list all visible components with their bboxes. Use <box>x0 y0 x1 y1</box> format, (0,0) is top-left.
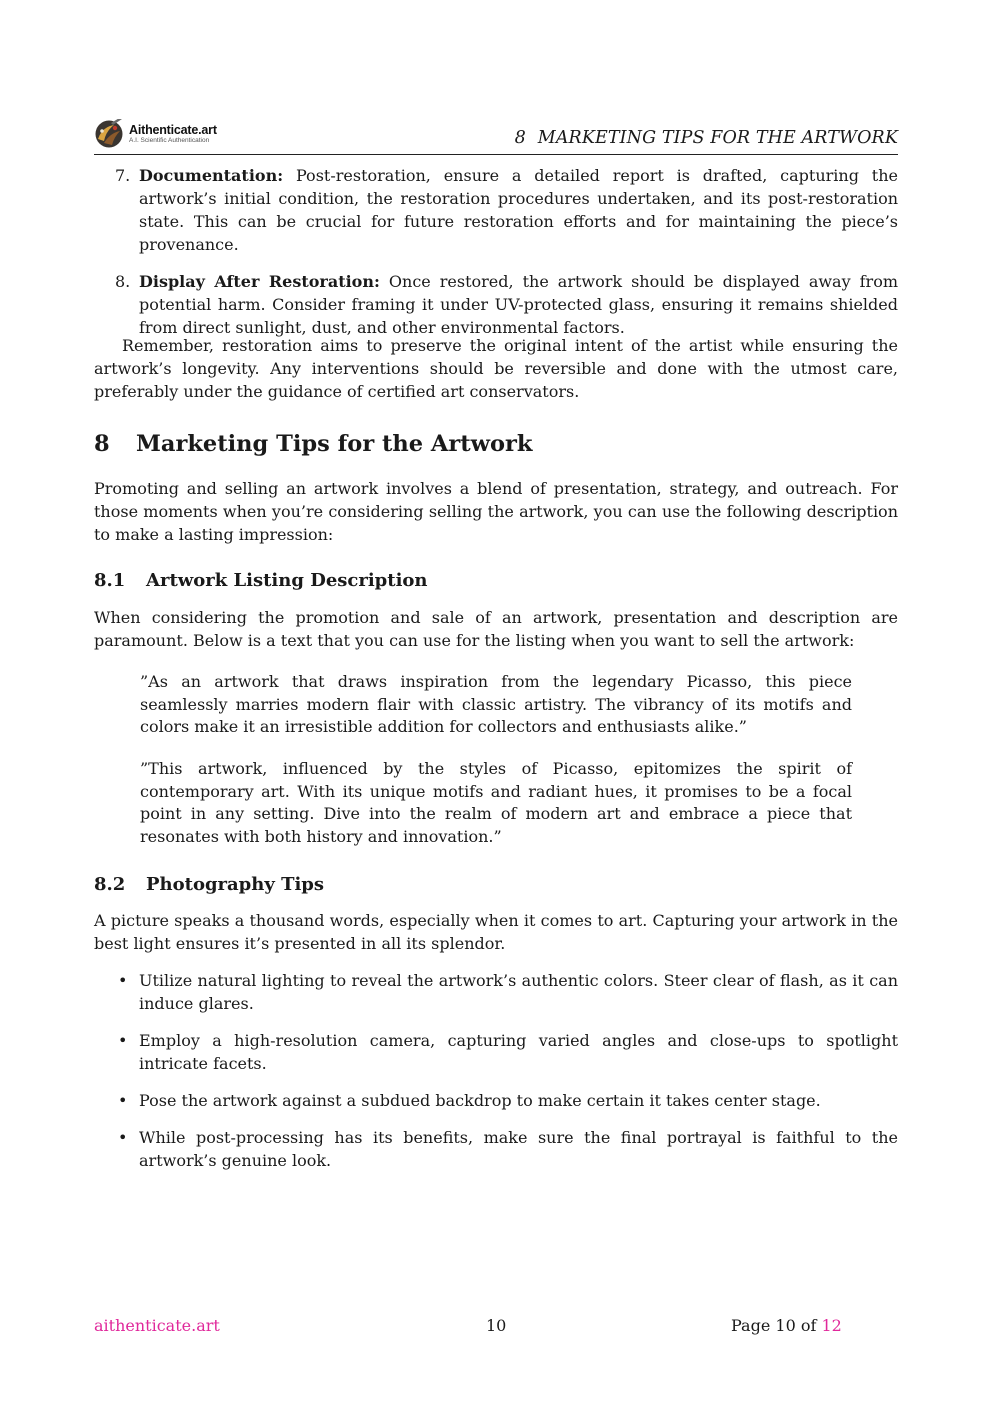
subsection-number: 8.2 <box>94 874 126 895</box>
section-heading <box>94 431 532 457</box>
page-header <box>94 118 898 155</box>
listing-quote: ”This artwork, influenced by the styles of Picasso, epitomizes the spirit of contemporary art. With its unique motifs and radiant hues, it promises to be a focal point in any setting. Dive into the realm of modern art and embrace a piece that resonates with both history and innovation.” <box>140 759 852 846</box>
subsection-heading <box>94 570 428 591</box>
bullet-icon: • <box>118 1091 128 1110</box>
palette-logo-icon <box>94 119 124 149</box>
footer-page-number: 10 <box>486 1316 507 1335</box>
photography-intro-paragraph: A picture speaks a thousand words, especially when it comes to art. Capturing your artwork in the best light ensures it’s presented in all its splendor. <box>94 911 898 953</box>
list-item <box>94 164 898 256</box>
list-item-text: Pose the artwork against a subdued backdrop to make certain it takes center stage. <box>139 1091 821 1110</box>
logo-name: Aithenticate.art <box>129 122 217 137</box>
running-header-number: 8 <box>514 128 526 148</box>
restoration-list <box>94 164 898 339</box>
document-page <box>94 0 898 1404</box>
subsection-heading <box>94 874 324 895</box>
list-item-text: While post-processing has its benefits, make sure the final portrayal is faithful to the artwork’s genuine look. <box>139 1128 898 1170</box>
footer-site-link[interactable]: aithenticate.art <box>94 1316 220 1335</box>
bullet-icon: • <box>118 1031 128 1050</box>
subsection-number: 8.1 <box>94 570 126 591</box>
subsection-title: Artwork Listing Description <box>146 570 428 591</box>
list-item-title: Display After Restoration: <box>139 272 380 291</box>
list-item <box>94 1029 898 1075</box>
section-intro-paragraph: Promoting and selling an artwork involves a blend of presentation, strategy, and outreach. For those moments when you’re considering selling the artwork, you can use the following description to make a lasting impression: <box>94 479 898 544</box>
list-item <box>94 270 898 339</box>
listing-quote: ”As an artwork that draws inspiration from the legendary Picasso, this piece seamlessly marries modern flair with classic artistry. The vibrancy of its motifs and colors make it an irresistible addition for collectors and enthusiasts alike.” <box>140 672 852 736</box>
bullet-icon: • <box>118 971 128 990</box>
photography-tips-list <box>94 969 898 1172</box>
brand-logo <box>94 119 217 149</box>
logo-tagline: A.I. Scientific Authentication <box>129 137 210 144</box>
list-item <box>94 969 898 1015</box>
list-item-text: Post-restoration, ensure a detailed report is drafted, capturing the artwork’s initial condition, the restoration procedures undertaken, and its post-restoration state. This can be crucial for future restoration efforts and for maintaining the piece’s provenance. <box>139 166 898 254</box>
section-title: Marketing Tips for the Artwork <box>136 431 533 457</box>
footer-page-of <box>731 1316 842 1335</box>
footer-page-total-link[interactable]: 12 <box>821 1316 842 1335</box>
list-item-text: Utilize natural lighting to reveal the artwork’s authentic colors. Steer clear of flash, as it can induce glares. <box>139 971 898 1013</box>
list-item-title: Documentation: <box>139 166 284 185</box>
running-header-title: MARKETING TIPS FOR THE ARTWORK <box>537 128 898 148</box>
bullet-icon: • <box>118 1128 128 1147</box>
running-header <box>515 128 898 148</box>
list-item <box>94 1089 898 1112</box>
section-number: 8 <box>94 431 110 457</box>
listing-intro-paragraph: When considering the promotion and sale of an artwork, presentation and description are paramount. Below is a text that you can use for the listing when you want to sell the artwork: <box>94 608 898 650</box>
list-item-number: 8. <box>115 272 131 291</box>
list-item-text: Employ a high-resolution camera, capturing varied angles and close-ups to spotlight intricate facets. <box>139 1031 898 1073</box>
list-item-number: 7. <box>115 166 131 185</box>
subsection-title: Photography Tips <box>146 874 325 895</box>
footer-page-label: Page 10 of <box>731 1316 817 1335</box>
restoration-closing-paragraph: Remember, restoration aims to preserve the original intent of the artist while ensuring the artwork’s longevity. Any interventions should be reversible and done with the utmost care, preferably under the guidance of certified art conservators. <box>94 336 898 401</box>
list-item <box>94 1126 898 1172</box>
list-item-text: Once restored, the artwork should be displayed away from potential harm. Consider framing it under UV-protected glass, ensuring it remains shielded from direct sunlight, dust, and other environmental factors. <box>139 272 898 337</box>
